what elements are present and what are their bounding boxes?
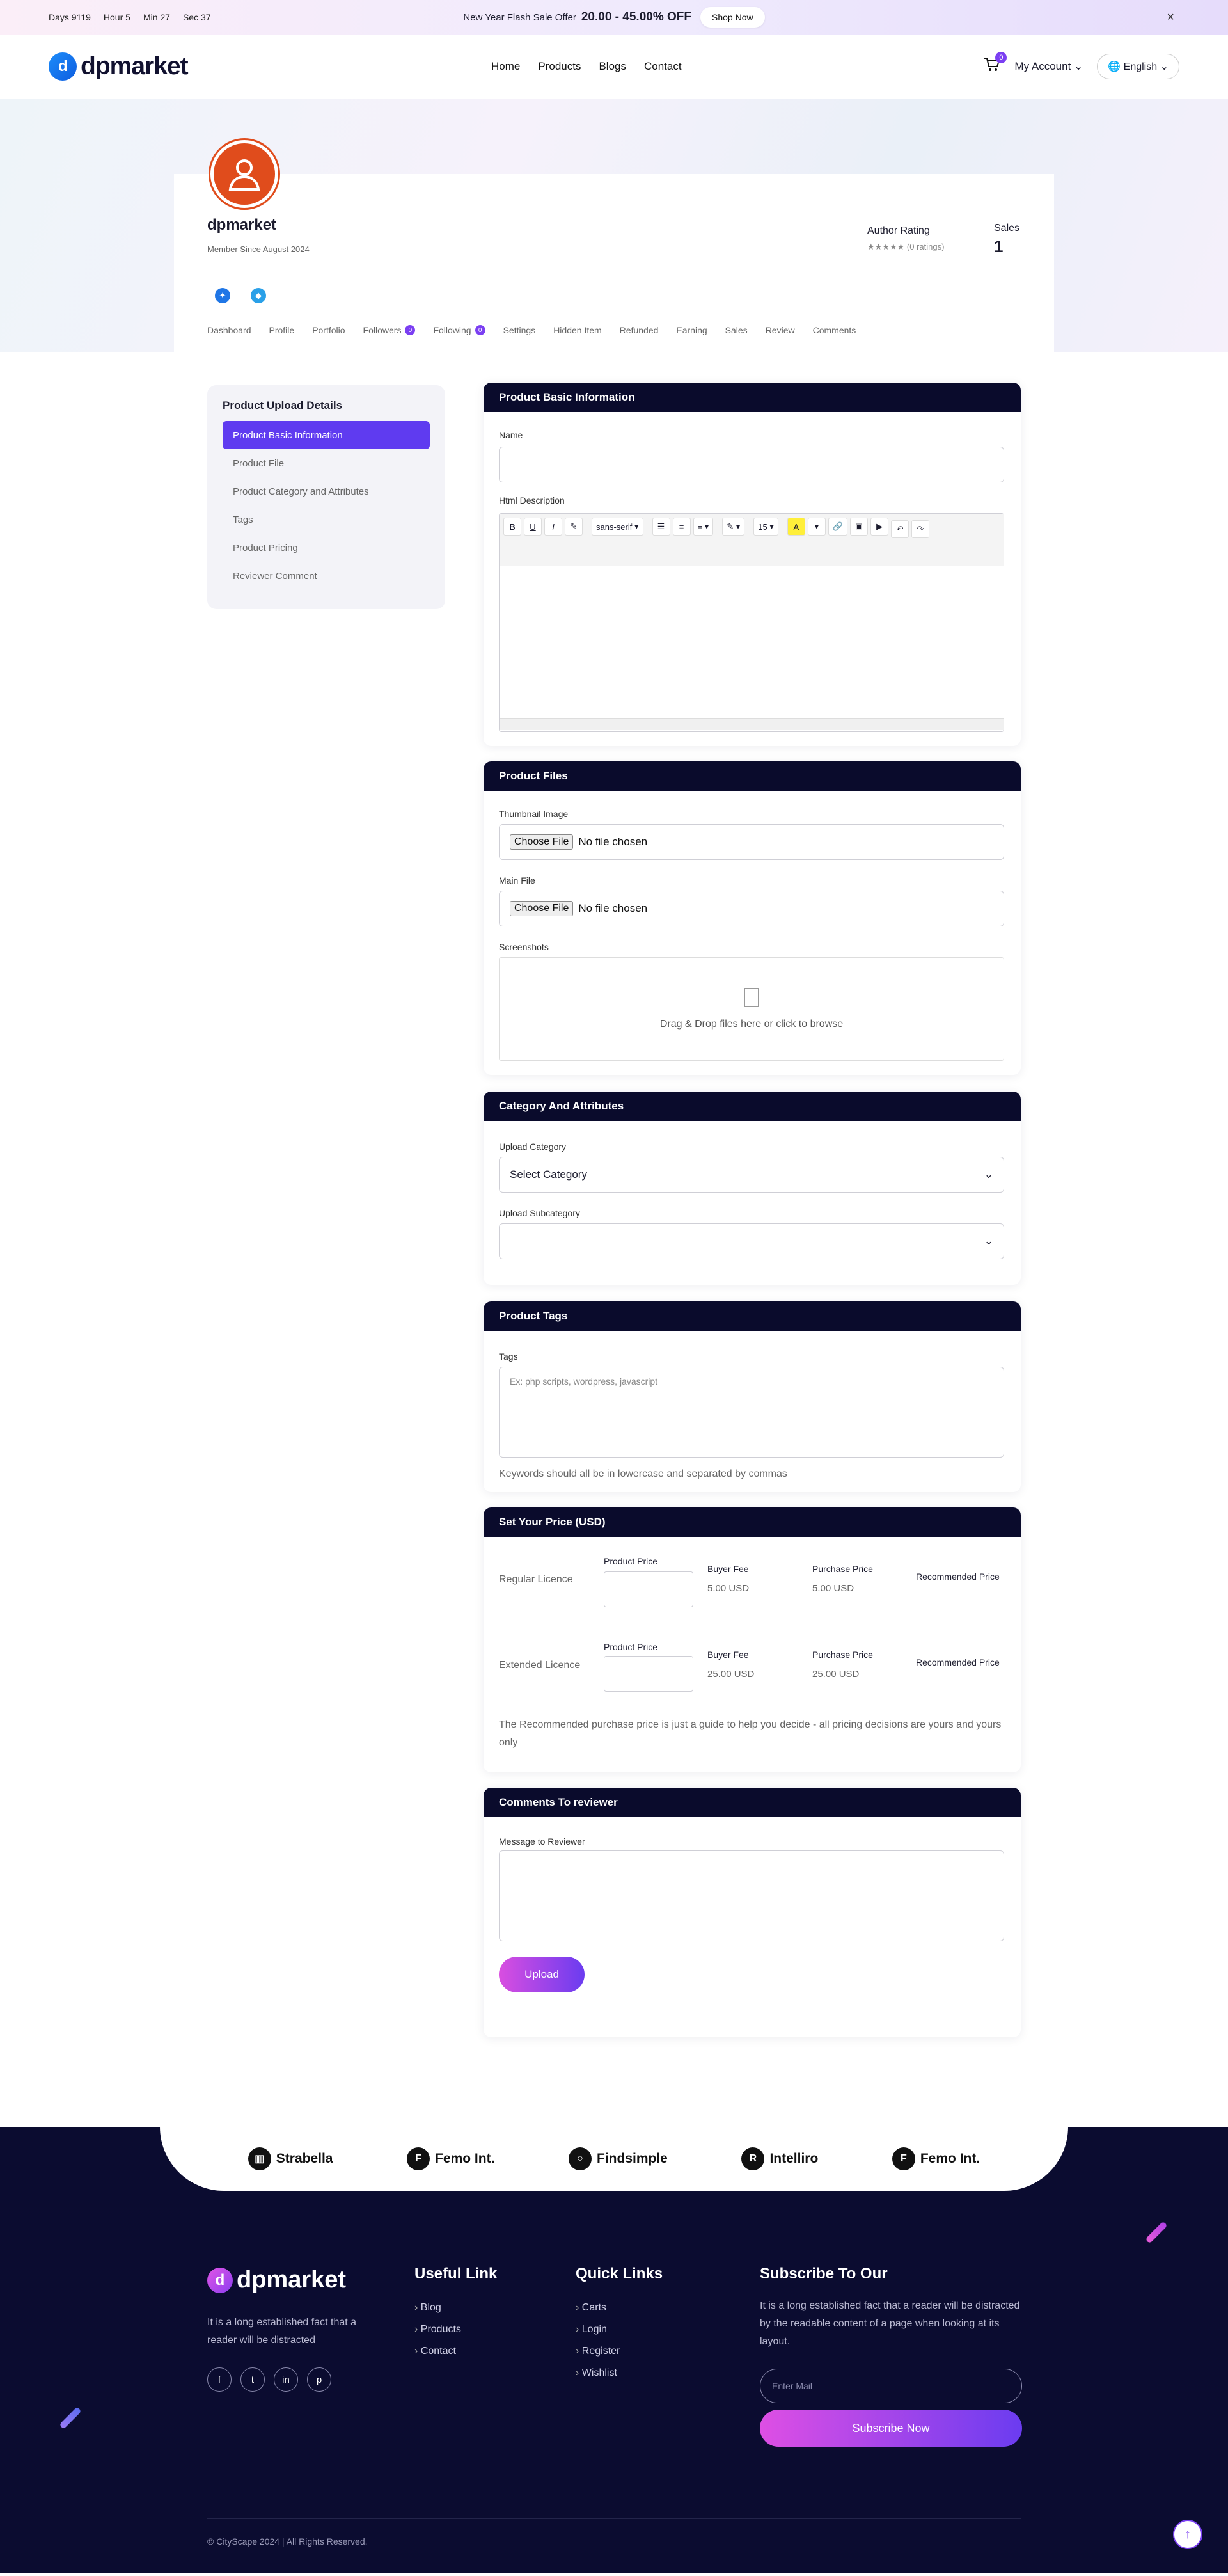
text-color-icon[interactable]: A (787, 518, 805, 536)
profile-tabs (207, 325, 856, 335)
regular-licence-label: Regular Licence (499, 1574, 573, 1585)
menu-contact[interactable]: Contact (643, 60, 682, 72)
countdown-secs: Sec 37 (182, 12, 211, 22)
cart-count-badge: 0 (995, 52, 1007, 63)
promo-value: 20.00 - 45.00% OFF (581, 10, 692, 24)
sidebar-item-tags[interactable]: Tags (233, 514, 253, 525)
account-label: My Account (1014, 60, 1071, 72)
font-size-select[interactable]: 15 ▾ (753, 518, 778, 536)
ordered-list-icon[interactable]: ≡ (673, 518, 691, 536)
comments-card (484, 1788, 1021, 2037)
upload-content (0, 352, 1228, 2127)
style-icon[interactable]: ✎ ▾ (722, 518, 744, 536)
nav-right (984, 54, 1179, 79)
sidebar-item-basic-info[interactable]: Product Basic Information (223, 421, 430, 449)
menu-home[interactable]: Home (491, 60, 521, 72)
image-icon[interactable]: ▣ (850, 518, 868, 536)
brand-logo: F Femo Int. (407, 2147, 494, 2170)
tab-comments[interactable]: Comments (812, 325, 856, 335)
editor-body[interactable] (500, 566, 1004, 719)
footer-link-products[interactable]: › Products (414, 2319, 497, 2341)
brand-icon: F (892, 2147, 915, 2170)
brand-logo: ▥ Strabella (248, 2147, 333, 2170)
social-badge-icon[interactable]: ◆ (251, 288, 266, 303)
user-icon (214, 143, 275, 205)
product-price-header: Product Price (604, 1642, 658, 1652)
regular-buyer-fee: Buyer Fee 5.00 USD (707, 1564, 750, 1594)
product-files-card (484, 761, 1021, 1075)
chevron-down-icon: ⌄ (1074, 60, 1083, 72)
extended-recommended: Recommended Price (916, 1657, 1000, 1667)
countdown-days: Days 9119 (49, 12, 91, 22)
footer-link-wishlist[interactable]: › Wishlist (576, 2362, 663, 2384)
globe-icon: 🌐 (1108, 61, 1121, 72)
unordered-list-icon[interactable]: ☰ (652, 518, 670, 536)
name-input[interactable] (499, 447, 1004, 482)
main-file-label: Main File (499, 875, 535, 886)
upload-button[interactable]: Upload (499, 1957, 585, 1992)
category-select[interactable] (499, 1157, 1004, 1193)
message-label: Message to Reviewer (499, 1836, 585, 1847)
choose-file-button[interactable]: Choose File (510, 834, 573, 850)
countdown (49, 12, 211, 22)
card-title: Product Tags (484, 1301, 1021, 1331)
tab-refunded[interactable]: Refunded (619, 325, 659, 335)
thumbnail-label: Thumbnail Image (499, 809, 569, 819)
editor-resize-handle[interactable] (500, 719, 1004, 730)
following-badge: 0 (475, 325, 485, 335)
brand-logo: F Femo Int. (892, 2147, 980, 2170)
sidebar-item-pricing[interactable]: Product Pricing (233, 542, 298, 553)
social-badge-icon[interactable]: ✦ (215, 288, 230, 303)
profile-hero (0, 99, 1228, 352)
shop-now-button[interactable]: Shop Now (700, 7, 765, 28)
clear-format-icon[interactable]: ✎ (565, 518, 583, 536)
redo-icon[interactable]: ↷ (911, 520, 929, 538)
tab-dashboard[interactable]: Dashboard (207, 325, 251, 335)
footer (0, 2127, 1228, 2573)
author-rating (867, 225, 944, 252)
tab-following[interactable]: Following 0 (433, 325, 485, 335)
font-family-select[interactable]: sans-serif ▾ (592, 518, 643, 536)
quick-links-title: Quick Links (576, 2265, 663, 2282)
extended-purchase-price: Purchase Price 25.00 USD (812, 1650, 873, 1680)
my-account-menu[interactable] (1014, 60, 1083, 73)
card-title: Comments To reviewer (484, 1788, 1021, 1817)
tab-hidden-item[interactable]: Hidden Item (553, 325, 602, 335)
file-icon (744, 988, 759, 1007)
tags-label: Tags (499, 1351, 518, 1362)
followers-badge: 0 (405, 325, 415, 335)
menu-products[interactable]: Products (538, 60, 581, 72)
sidebar-item-product-file[interactable]: Product File (233, 457, 285, 469)
copyright: © CityScape 2024 | All Rights Reserved. (207, 2536, 368, 2547)
sales-stat (994, 223, 1019, 257)
subcategory-select[interactable] (499, 1223, 1004, 1259)
decor-shape (1145, 2221, 1167, 2243)
brand-band (160, 2127, 1068, 2191)
tab-followers[interactable]: Followers 0 (363, 325, 416, 335)
color-dropdown-icon[interactable]: ▾ (808, 518, 826, 536)
tags-hint: Keywords should all be in lowercase and separated by commas (499, 1468, 787, 1479)
language-selector[interactable] (1097, 54, 1179, 79)
basic-info-card (484, 383, 1021, 746)
tags-card (484, 1301, 1021, 1492)
promo-text: New Year Flash Sale Offer (463, 12, 576, 23)
countdown-hours: Hour 5 (103, 12, 130, 22)
subscribe-email-input[interactable]: Enter Mail (760, 2369, 1022, 2403)
main-file-input[interactable] (499, 891, 1004, 926)
category-value: Select Category (510, 1168, 587, 1181)
tab-settings[interactable]: Settings (503, 325, 536, 335)
description-label: Html Description (499, 495, 565, 505)
sales-label: Sales (994, 223, 1020, 234)
menu-blogs[interactable]: Blogs (599, 60, 626, 72)
profile-name: dpmarket (207, 216, 277, 234)
tab-profile[interactable]: Profile (269, 325, 295, 335)
brand-icon: ○ (569, 2147, 592, 2170)
scroll-to-top-icon[interactable]: ↑ (1173, 2520, 1202, 2549)
footer-link-register[interactable]: › Register (576, 2341, 663, 2362)
quick-links (576, 2265, 663, 2384)
cart-icon[interactable] (984, 53, 1004, 77)
footer-link-contact[interactable]: › Contact (414, 2341, 497, 2362)
brand-icon: R (741, 2147, 764, 2170)
announcement-bar (0, 0, 1228, 35)
footer-divider (207, 2518, 1021, 2519)
footer-link-login[interactable]: › Login (576, 2319, 663, 2341)
chevron-down-icon: ⌄ (984, 1168, 993, 1181)
no-file-text: No file chosen (578, 836, 648, 848)
category-label: Upload Category (499, 1141, 567, 1152)
subscribe-text: It is a long established fact that a reader will be distracted by the readable content of a page when looking at its layout. (760, 2300, 1020, 2347)
site-logo[interactable] (49, 52, 188, 81)
facebook-icon[interactable]: f (207, 2367, 232, 2392)
regular-price-input[interactable] (604, 1571, 693, 1607)
thumbnail-file-input[interactable] (499, 824, 1004, 860)
language-label: English (1123, 61, 1158, 72)
extended-licence-label: Extended Licence (499, 1660, 581, 1671)
footer-link-blog[interactable]: › Blog (414, 2297, 497, 2319)
pricing-card (484, 1507, 1021, 1772)
brand-icon: F (407, 2147, 430, 2170)
footer-link-carts[interactable]: › Carts (576, 2297, 663, 2319)
subscribe-button[interactable]: Subscribe Now (760, 2410, 1022, 2447)
html-editor (499, 513, 1004, 732)
no-file-text: No file chosen (578, 902, 648, 914)
useful-links (414, 2265, 497, 2362)
card-title: Product Files (484, 761, 1021, 791)
pricing-note: The Recommended purchase price is just a guide to help you decide - all pricing decisions are yours and yours only (499, 1719, 1002, 1748)
screenshots-dropzone[interactable] (499, 957, 1004, 1061)
tab-earning[interactable]: Earning (676, 325, 707, 335)
useful-links-title: Useful Link (414, 2265, 498, 2282)
subcategory-label: Upload Subcategory (499, 1208, 580, 1218)
countdown-mins: Min 27 (143, 12, 170, 22)
editor-toolbar (500, 514, 1004, 566)
chevron-down-icon: ⌄ (984, 1235, 993, 1247)
product-price-header: Product Price (604, 1556, 658, 1566)
avatar (209, 138, 280, 210)
name-label: Name (499, 430, 523, 440)
message-textarea[interactable] (499, 1850, 1004, 1941)
undo-icon[interactable]: ↶ (891, 520, 909, 538)
upload-sidebar (207, 385, 445, 609)
main-menu (491, 60, 682, 73)
footer-about: It is a long established fact that a reader will be distracted (207, 2317, 357, 2346)
extended-price-input[interactable] (604, 1656, 693, 1692)
category-card (484, 1092, 1021, 1285)
sales-value: 1 (994, 237, 1004, 256)
sidebar-item-category[interactable]: Product Category and Attributes (233, 486, 369, 497)
extended-buyer-fee: Buyer Fee 25.00 USD (707, 1650, 755, 1680)
tab-sales[interactable]: Sales (725, 325, 748, 335)
logo-mark-icon: d (49, 52, 77, 81)
footer-logo[interactable]: d dpmarket (207, 2266, 346, 2294)
decor-shape (59, 2406, 81, 2429)
author-rating-label: Author Rating (867, 225, 930, 236)
dropzone-text: Drag & Drop files here or click to browse (659, 1019, 844, 1030)
chevron-down-icon: ⌄ (1160, 61, 1169, 72)
profile-card (174, 174, 1054, 352)
brand-logo: R Intelliro (741, 2147, 818, 2170)
brand-logo: ○ Findsimple (569, 2147, 668, 2170)
logo-text: dpmarket (81, 52, 188, 80)
link-icon[interactable]: 🔗 (828, 518, 847, 536)
linkedin-icon[interactable]: in (274, 2367, 298, 2392)
video-icon[interactable]: ▶ (870, 518, 888, 536)
sidebar-title: Product Upload Details (223, 399, 343, 411)
navbar (0, 35, 1228, 99)
italic-icon[interactable]: I (544, 518, 562, 536)
card-title: Category And Attributes (484, 1092, 1021, 1121)
regular-recommended: Recommended Price (916, 1571, 1000, 1582)
card-title: Set Your Price (USD) (484, 1507, 1021, 1537)
underline-icon[interactable]: U (524, 518, 542, 536)
screenshots-label: Screenshots (499, 942, 549, 952)
tab-portfolio[interactable]: Portfolio (312, 325, 345, 335)
bold-icon[interactable]: B (503, 518, 521, 536)
subscribe-section (760, 2265, 1022, 2447)
logo-mark-icon: d (207, 2268, 233, 2293)
subscribe-title: Subscribe To Our (760, 2265, 888, 2282)
rating-stars: ★★★★★ (0 ratings) (867, 242, 945, 251)
regular-purchase-price: Purchase Price 5.00 USD (812, 1564, 873, 1594)
close-icon[interactable]: × (1167, 10, 1174, 24)
pinterest-icon[interactable]: p (307, 2367, 331, 2392)
member-since: Member Since August 2024 (207, 244, 310, 254)
twitter-icon[interactable]: t (240, 2367, 265, 2392)
brand-icon: ▥ (248, 2147, 271, 2170)
card-title: Product Basic Information (484, 383, 1021, 412)
align-icon[interactable]: ≡ ▾ (693, 518, 714, 536)
sidebar-item-reviewer-comment[interactable]: Reviewer Comment (233, 570, 317, 582)
tab-review[interactable]: Review (765, 325, 795, 335)
choose-file-button[interactable]: Choose File (510, 901, 573, 916)
tags-textarea[interactable]: Ex: php scripts, wordpress, javascript (499, 1367, 1004, 1458)
